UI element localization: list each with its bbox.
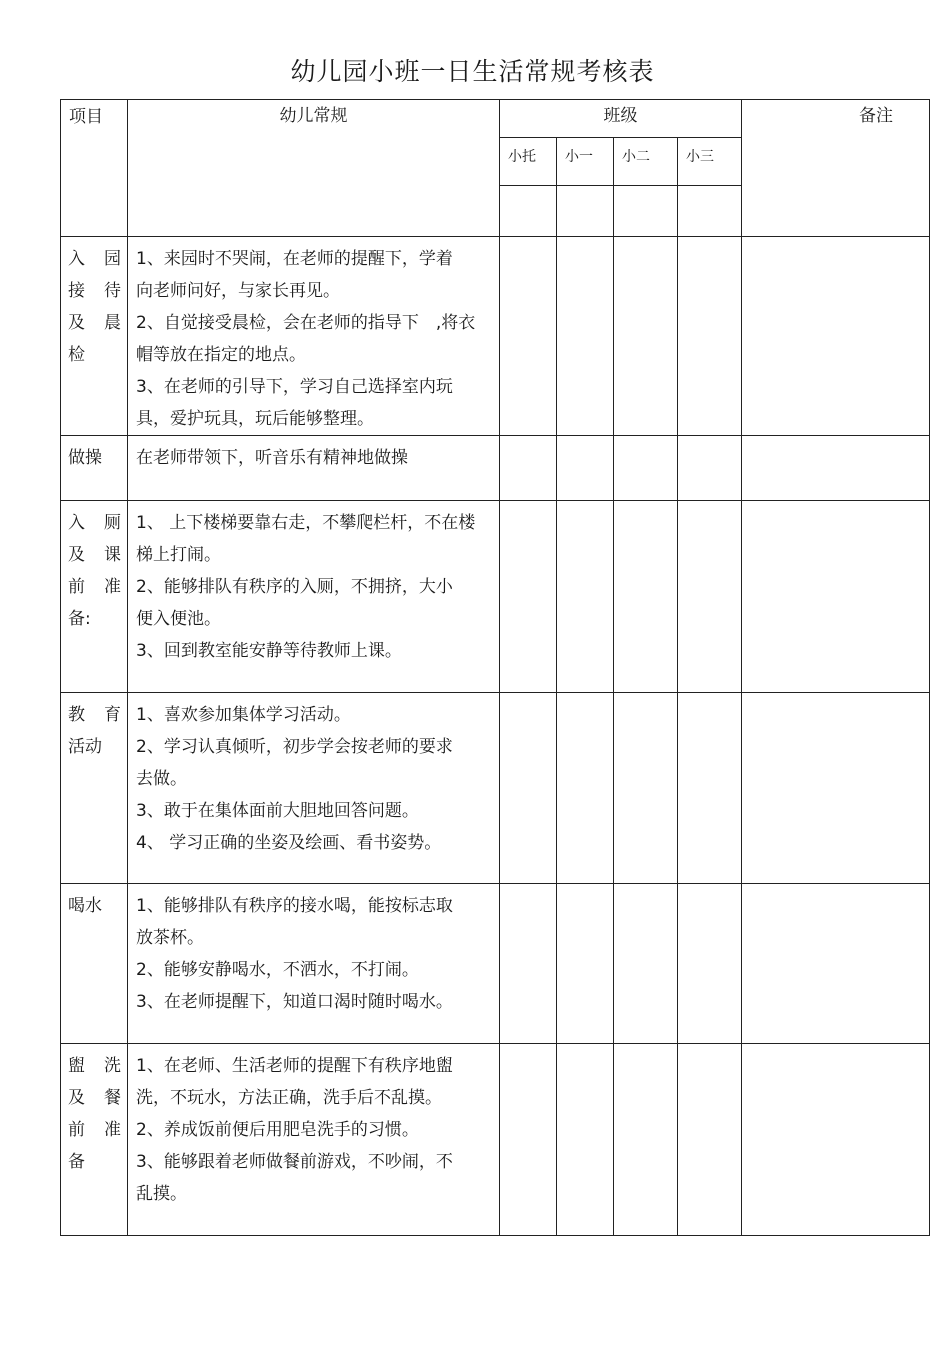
score-cell (557, 501, 614, 693)
rule-line: 2、自觉接受晨检，会在老师的指导下 ,将衣 (136, 313, 476, 333)
score-cell (500, 693, 557, 884)
score-cell (614, 436, 678, 501)
score-cell (557, 884, 614, 1044)
rule-content-cell (128, 1044, 500, 1236)
rule-line: 洗，不玩水，方法正确，洗手后不乱摸。 (136, 1088, 442, 1108)
class-header-xiaotuo: 小托 (500, 138, 557, 186)
score-cell (500, 501, 557, 693)
score-cell (500, 436, 557, 501)
category-line: 前 准 (68, 1120, 121, 1140)
category-cell (61, 501, 128, 693)
rule-line: 1、能够排队有秩序的接水喝，能按标志取 (136, 896, 453, 916)
rule-line: 3、能够跟着老师做餐前游戏，不吵闹，不 (136, 1152, 453, 1172)
rule-line: 3、在老师提醒下，知道口渴时随时喝水。 (136, 992, 453, 1012)
rule-line: 帽等放在指定的地点。 (136, 345, 306, 365)
header-rules: 幼儿常规 (128, 100, 500, 237)
category-line: 前 准 (68, 577, 121, 597)
class-header-xiaosan: 小三 (678, 138, 742, 186)
rule-line: 3、回到教室能安静等待教师上课。 (136, 641, 402, 661)
header-note: 备注 (742, 100, 930, 237)
rule-line: 向老师问好，与家长再见。 (136, 281, 340, 301)
rule-line: 便入便池。 (136, 609, 221, 629)
rule-content-cell (128, 884, 500, 1044)
class-header-xiaoyi: 小一 (557, 138, 614, 186)
category-line: 盥 洗 (68, 1056, 121, 1076)
rule-line: 具，爱护玩具，玩后能够整理。 (136, 409, 374, 429)
table-row (61, 1044, 930, 1236)
category-line: 活动 (68, 737, 102, 757)
score-cell (614, 237, 678, 436)
score-cell (678, 884, 742, 1044)
rule-line: 2、学习认真倾听，初步学会按老师的要求 (136, 737, 453, 757)
score-cell (614, 693, 678, 884)
rule-content-cell (128, 501, 500, 693)
rule-line: 梯上打闹。 (136, 545, 221, 565)
score-cell (557, 693, 614, 884)
category-line: 备: (68, 609, 91, 629)
assessment-table (60, 99, 930, 1236)
category-cell (61, 693, 128, 884)
score-cell (500, 186, 557, 237)
category-line: 及 课 (68, 545, 121, 565)
score-cell (678, 237, 742, 436)
rule-line: 3、在老师的引导下，学习自己选择室内玩 (136, 377, 453, 397)
rule-line: 1、在老师、生活老师的提醒下有秩序地盥 (136, 1056, 453, 1076)
note-cell (742, 436, 930, 501)
score-cell (678, 186, 742, 237)
rule-line: 1、喜欢参加集体学习活动。 (136, 705, 351, 725)
category-line: 入 厕 (68, 513, 121, 533)
header-row (61, 100, 930, 138)
category-line: 入 园 (68, 249, 121, 269)
header-class: 班级 (500, 100, 742, 138)
category-line: 喝水 (68, 896, 102, 916)
category-line: 及 晨 (68, 313, 121, 333)
category-line: 检 (68, 345, 85, 365)
category-cell (61, 237, 128, 436)
table-row (61, 501, 930, 693)
score-cell (557, 186, 614, 237)
category-cell (61, 884, 128, 1044)
category-line: 及 餐 (68, 1088, 121, 1108)
rule-line: 1、来园时不哭闹，在老师的提醒下，学着 (136, 249, 453, 269)
rule-line: 放茶杯。 (136, 928, 204, 948)
category-line: 备 (68, 1152, 85, 1172)
score-cell (557, 1044, 614, 1236)
table-row (61, 693, 930, 884)
score-cell (557, 237, 614, 436)
rule-line: 2、养成饭前便后用肥皂洗手的习惯。 (136, 1120, 419, 1140)
score-cell (614, 884, 678, 1044)
note-cell (742, 693, 930, 884)
score-cell (678, 436, 742, 501)
rule-line: 1、 上下楼梯要靠右走，不攀爬栏杆，不在楼 (136, 513, 476, 533)
category-line: 接 待 (68, 281, 121, 301)
score-cell (500, 237, 557, 436)
header-item: 项目 (61, 100, 128, 237)
score-cell (557, 436, 614, 501)
rule-line: 去做。 (136, 769, 187, 789)
score-cell (678, 501, 742, 693)
score-cell (678, 693, 742, 884)
note-cell (742, 884, 930, 1044)
rule-line: 4、 学习正确的坐姿及绘画、看书姿势。 (136, 833, 442, 853)
category-line: 做操 (68, 448, 102, 468)
score-cell (614, 1044, 678, 1236)
rule-line: 乱摸。 (136, 1184, 187, 1204)
note-cell (742, 237, 930, 436)
category-line: 教 育 (68, 705, 121, 725)
rule-line: 2、能够排队有秩序的入厕，不拥挤，大小 (136, 577, 453, 597)
category-cell (61, 1044, 128, 1236)
note-cell (742, 1044, 930, 1236)
score-cell (500, 1044, 557, 1236)
page-title: 幼儿园小班一日生活常规考核表 (290, 57, 655, 86)
score-cell (500, 884, 557, 1044)
score-cell (614, 501, 678, 693)
note-cell (742, 501, 930, 693)
score-cell (614, 186, 678, 237)
class-header-xiaoer: 小二 (614, 138, 678, 186)
score-cell (678, 1044, 742, 1236)
table-row (61, 237, 930, 436)
rule-content-cell (128, 693, 500, 884)
rule-content-cell (128, 237, 500, 436)
rule-line: 3、敢于在集体面前大胆地回答问题。 (136, 801, 419, 821)
rule-line: 2、能够安静喝水，不洒水，不打闹。 (136, 960, 419, 980)
category-cell (61, 436, 128, 501)
rule-content-cell (128, 436, 500, 501)
table-row (61, 436, 930, 501)
table-row (61, 884, 930, 1044)
rule-line: 在老师带领下，听音乐有精神地做操 (136, 448, 408, 468)
